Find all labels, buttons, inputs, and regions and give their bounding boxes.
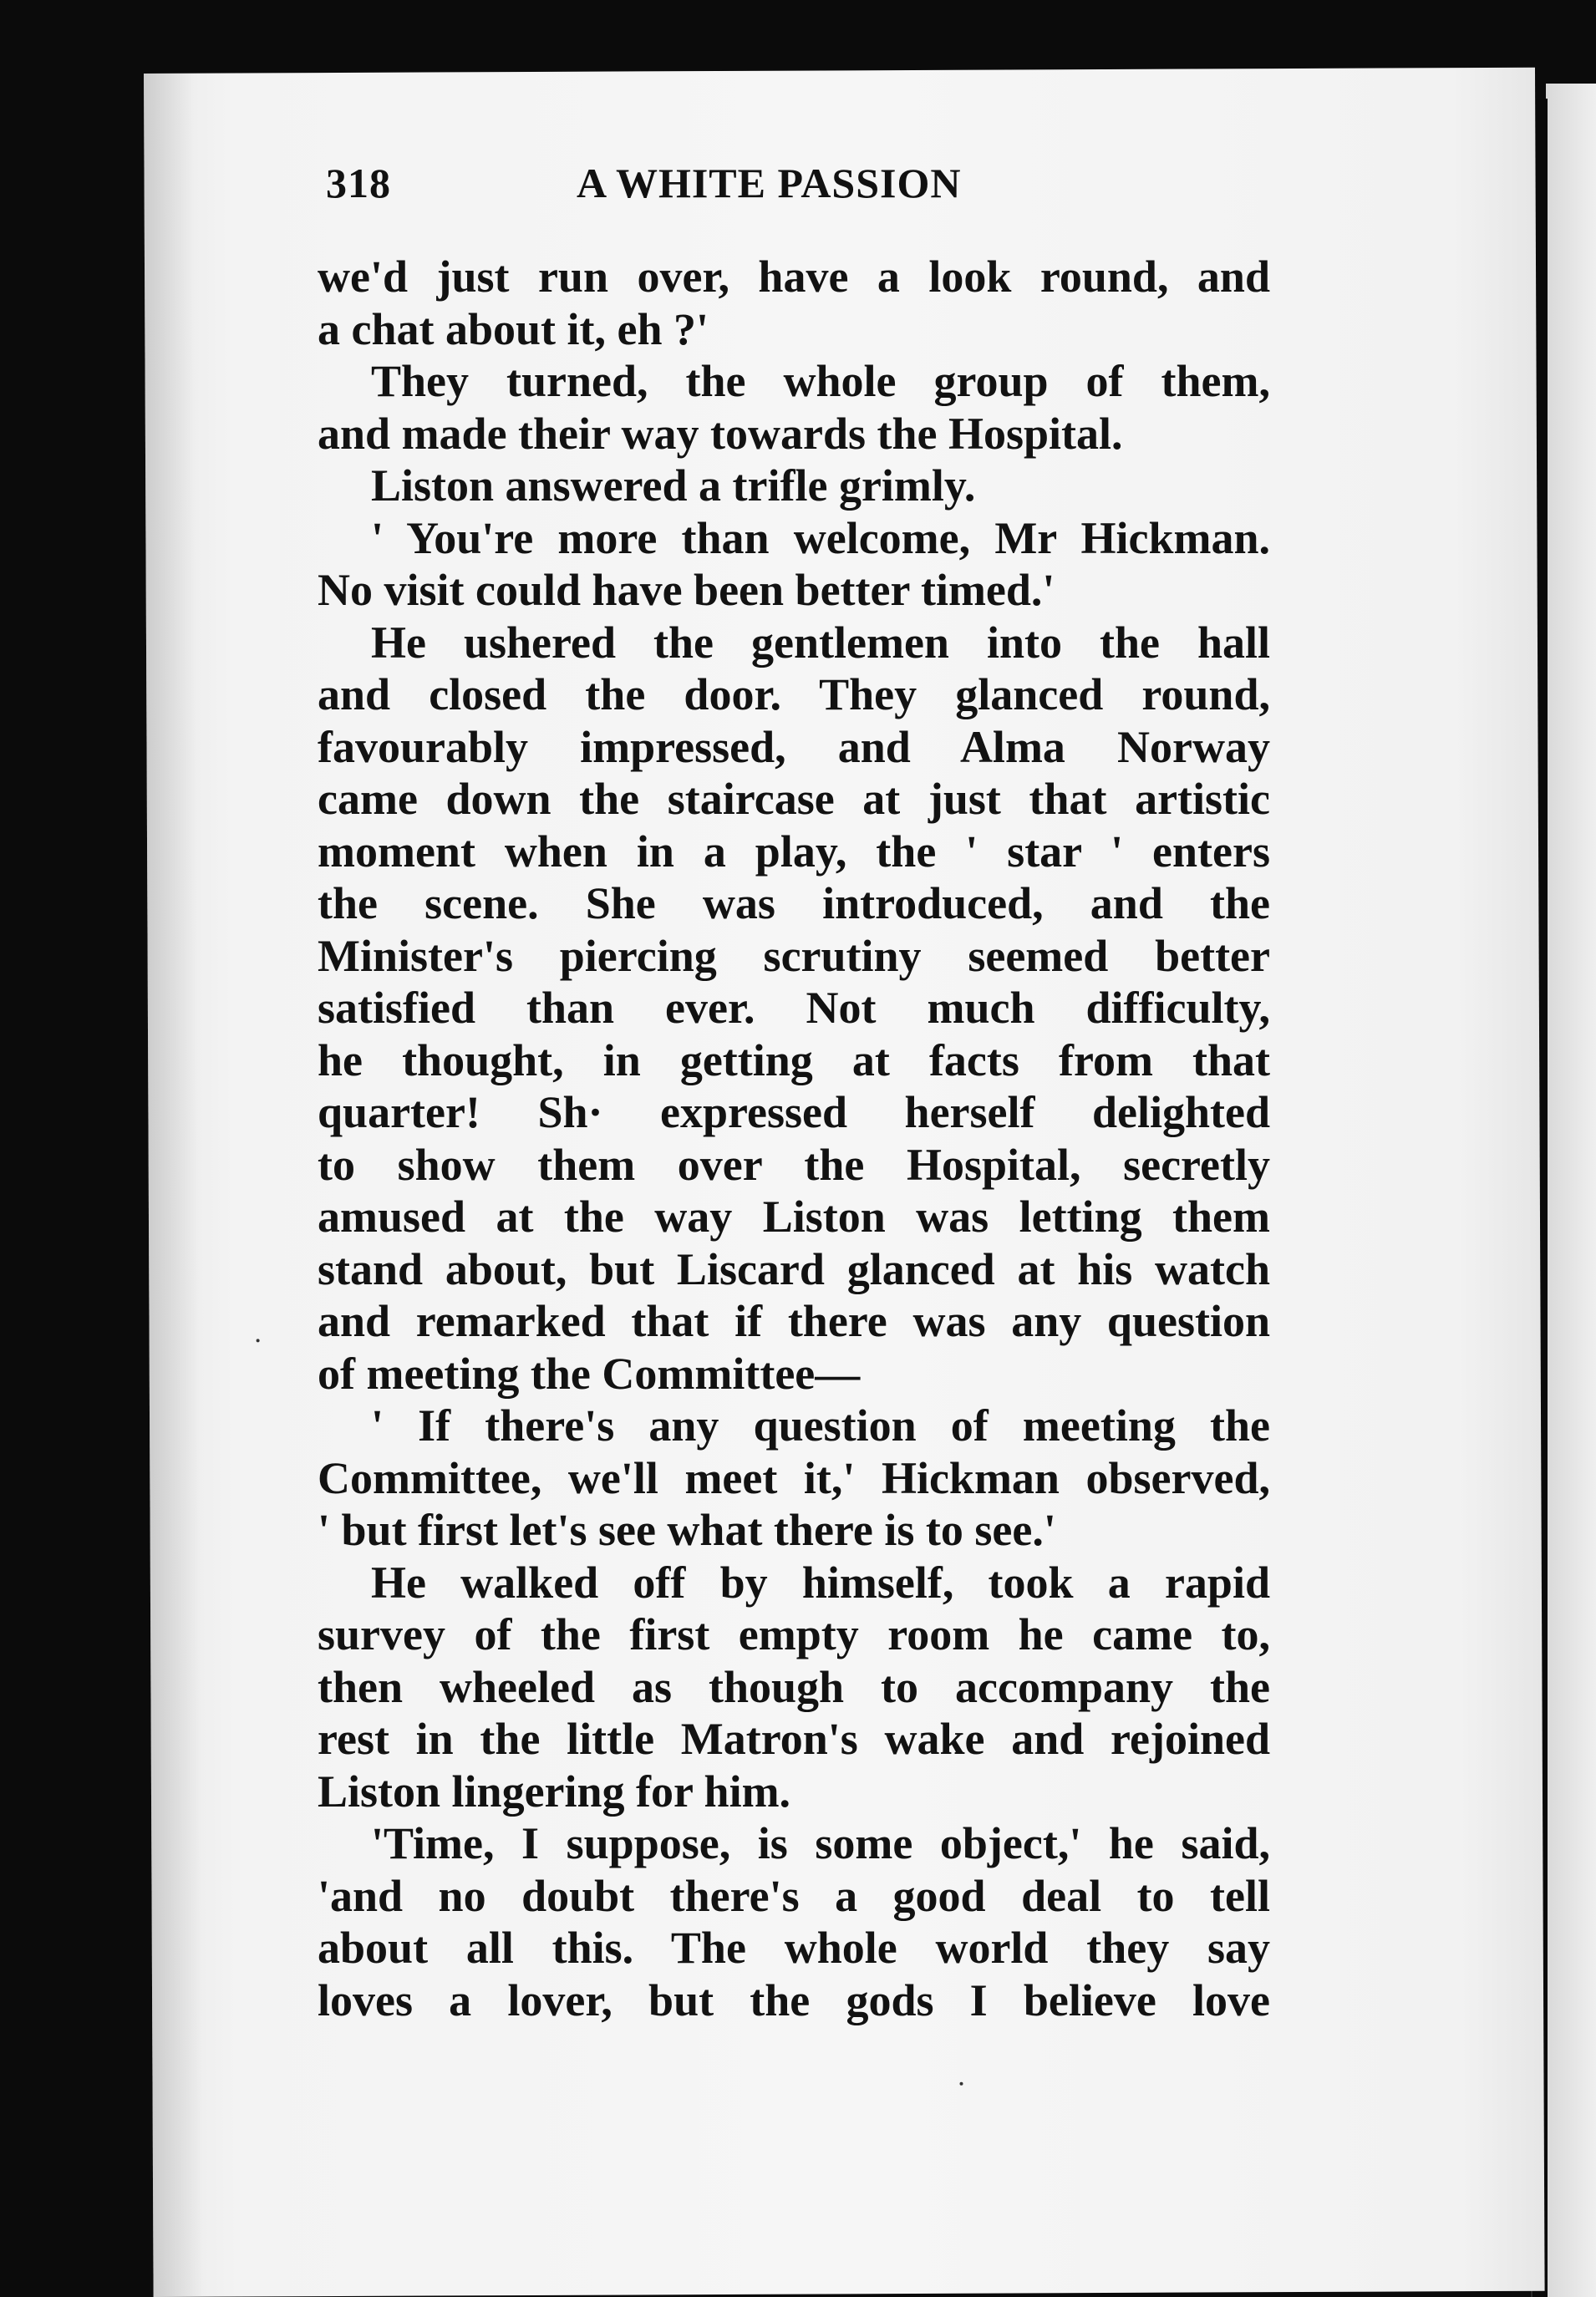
text-line: Liston lingering for him. [318,1766,791,1817]
text-line: 'and no doubt there's a good deal to tell [318,1870,1270,1921]
body-text [318,251,1270,2026]
facing-page-edge [1546,84,1596,2297]
text-line: the scene. She was introduced, and the [318,878,1270,928]
text-line: to show them over the Hospital, secretly [318,1139,1270,1190]
text-line: Minister's piercing scrutiny seemed better [318,930,1270,981]
paper-speck [959,2082,963,2086]
text-line: quarter! Sh· expressed herself delighted [318,1087,1270,1137]
text-line: satisfied than ever. Not much difficulty, [318,983,1270,1033]
text-line: then wheeled as though to accompany the [318,1661,1270,1712]
text-line: survey of the first empty room he came to, [318,1609,1270,1659]
text-line: Liston answered a trifle grimly. [371,460,976,511]
text-line: he thought, in getting at facts from that [318,1034,1270,1085]
text-line: came down the staircase at just that artistic [318,774,1270,824]
text-line: favourably impressed, and Alma Norway [318,721,1270,772]
text-line: Committee, we'll meet it,' Hickman observed, [318,1452,1270,1503]
text-line: and remarked that if there was any question [318,1296,1270,1346]
text-line: about all this. The whole world they say [318,1923,1270,1973]
running-title: A WHITE PASSION [577,160,962,206]
page-number: 318 [326,160,391,206]
page-edge-shadow [144,74,204,2297]
text-line: No visit could have been better timed.' [318,565,1055,615]
text-line: loves a lover, but the gods I believe love [318,1974,1270,2025]
text-line: ' If there's any question of meeting the [371,1400,1270,1451]
text-line: 'Time, I suppose, is some object,' he said, [371,1818,1270,1868]
text-line: He walked off by himself, took a rapid [371,1557,1270,1608]
text-line: amused at the way Liston was letting them [318,1192,1270,1242]
text-line: rest in the little Matron's wake and rejoined [318,1714,1270,1764]
text-line: of meeting the Committee— [318,1348,861,1399]
text-line: ' You're more than welcome, Mr Hickman. [371,512,1270,563]
text-line: and made their way towards the Hospital. [318,408,1123,459]
running-header [326,159,1245,226]
paper-speck [257,1339,260,1342]
text-line: stand about, but Liscard glanced at his watch [318,1243,1270,1294]
text-line: moment when in a play, the ' star ' enters [318,826,1270,877]
text-line: He ushered the gentlemen into the hall [371,617,1270,668]
text-line: and closed the door. They glanced round, [318,669,1270,719]
text-line: a chat about it, eh ?' [318,303,709,354]
text-line: They turned, the whole group of them, [371,356,1270,406]
text-line: ' but first let's see what there is to see.' [318,1505,1056,1555]
text-line: we'd just run over, have a look round, and [318,252,1270,302]
